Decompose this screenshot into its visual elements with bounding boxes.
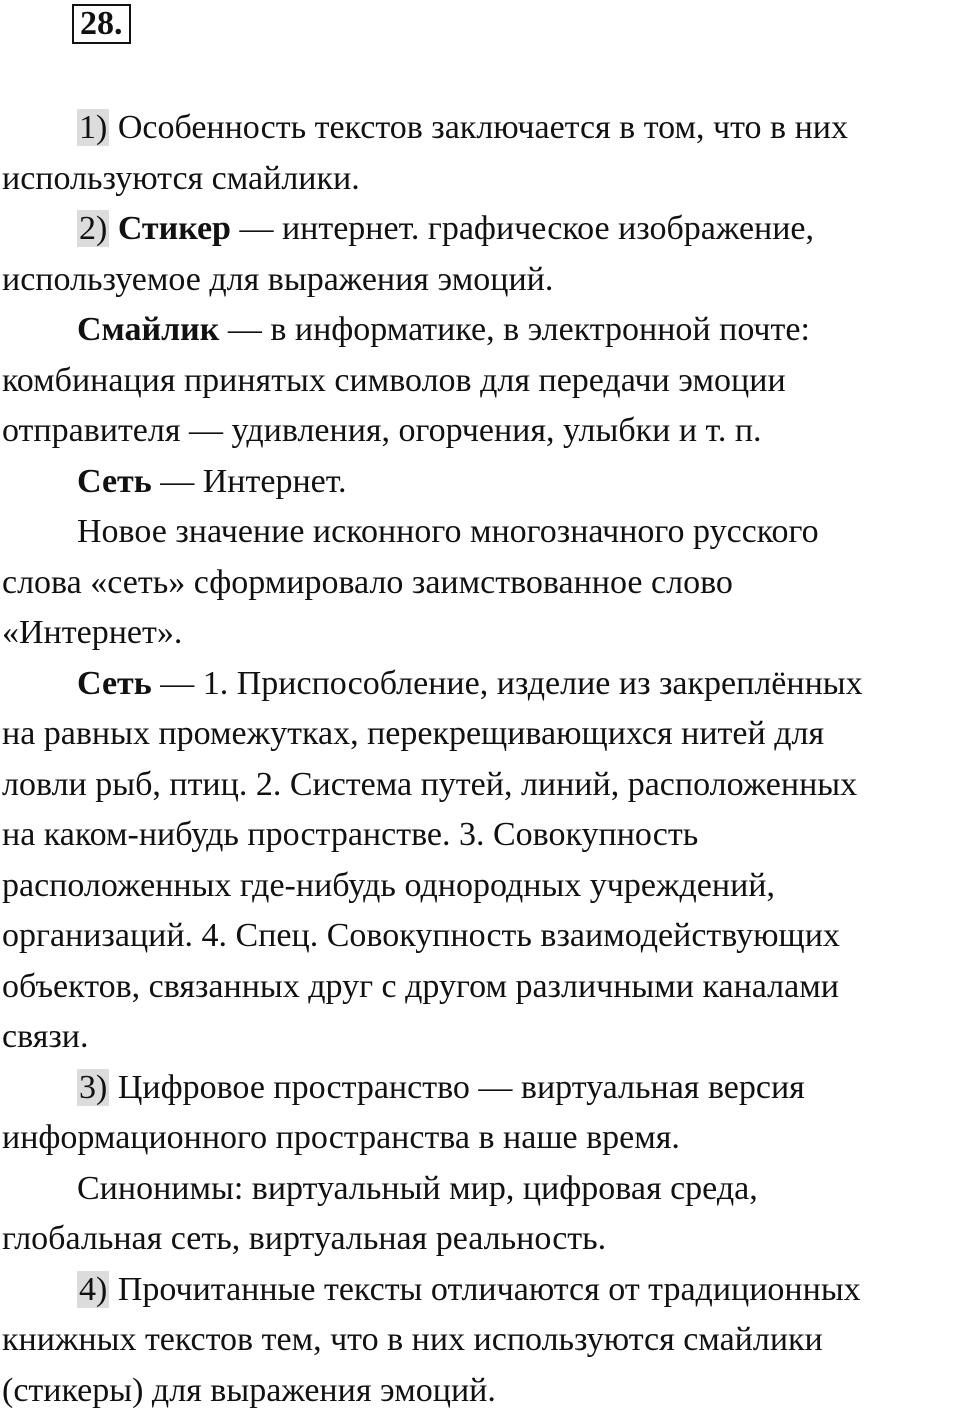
task-number-box [72, 4, 131, 44]
item-number-1: 1) [77, 109, 109, 146]
paragraph-3-text: — в информатике, в электронной почте: комбинация принятых символов для передачи эмоции отправителя — удивления, огорчения, улыбки и т. п. [2, 311, 810, 449]
paragraph-7 [2, 1063, 958, 1164]
answer-text [2, 103, 958, 1416]
paragraph-4 [2, 457, 958, 508]
paragraph-6 [2, 659, 958, 1063]
paragraph-5-text: Новое значение исконного многозначного русского слова «сеть» сформировало заимствованное слово «Интернет». [2, 513, 819, 651]
paragraph-1 [2, 103, 958, 204]
paragraph-2 [2, 204, 958, 305]
paragraph-3 [2, 305, 958, 457]
term-sticker: Стикер [118, 210, 231, 247]
term-network-definition: Сеть [77, 665, 152, 702]
paragraph-1-text: Особенность текстов заключается в том, что в них используются смайлики. [2, 109, 848, 197]
paragraph-2-text: — интернет. графическое изображение, используемое для выражения эмоций. [2, 210, 814, 298]
paragraph-9 [2, 1265, 958, 1416]
paragraph-8-text: Синонимы: виртуальный мир, цифровая среда, глобальная сеть, виртуальная реальность. [2, 1170, 758, 1258]
term-smiley: Смайлик [77, 311, 219, 348]
paragraph-5 [2, 507, 958, 659]
paragraph-9-text: Прочитанные тексты отличаются от традиционных книжных текстов тем, что в них используются смайлики (стикеры) для выражения эмоций. [2, 1271, 861, 1409]
paragraph-8 [2, 1164, 958, 1265]
item-number-2: 2) [77, 210, 109, 247]
paragraph-4-text: — Интернет. [152, 463, 347, 500]
paragraph-6-text: — 1. Приспособление, изделие из закреплённых на равных промежутках, перекрещивающихся нитей для ловли рыб, птиц. 2. Система путей, линий, расположенных на каком-нибудь пространстве. 3. Совокупность расположенных где-нибудь однородных учреждений, организаций. 4. Спец. Совокупность взаимодействующих объектов, связанных друг с другом различными каналами связи. [2, 665, 863, 1056]
item-number-3: 3) [77, 1069, 109, 1106]
paragraph-7-text: Цифровое пространство — виртуальная версия информационного пространства в наше время. [2, 1069, 805, 1157]
task-number: 28. [80, 4, 123, 44]
item-number-4: 4) [77, 1271, 109, 1308]
term-network: Сеть [77, 463, 152, 500]
